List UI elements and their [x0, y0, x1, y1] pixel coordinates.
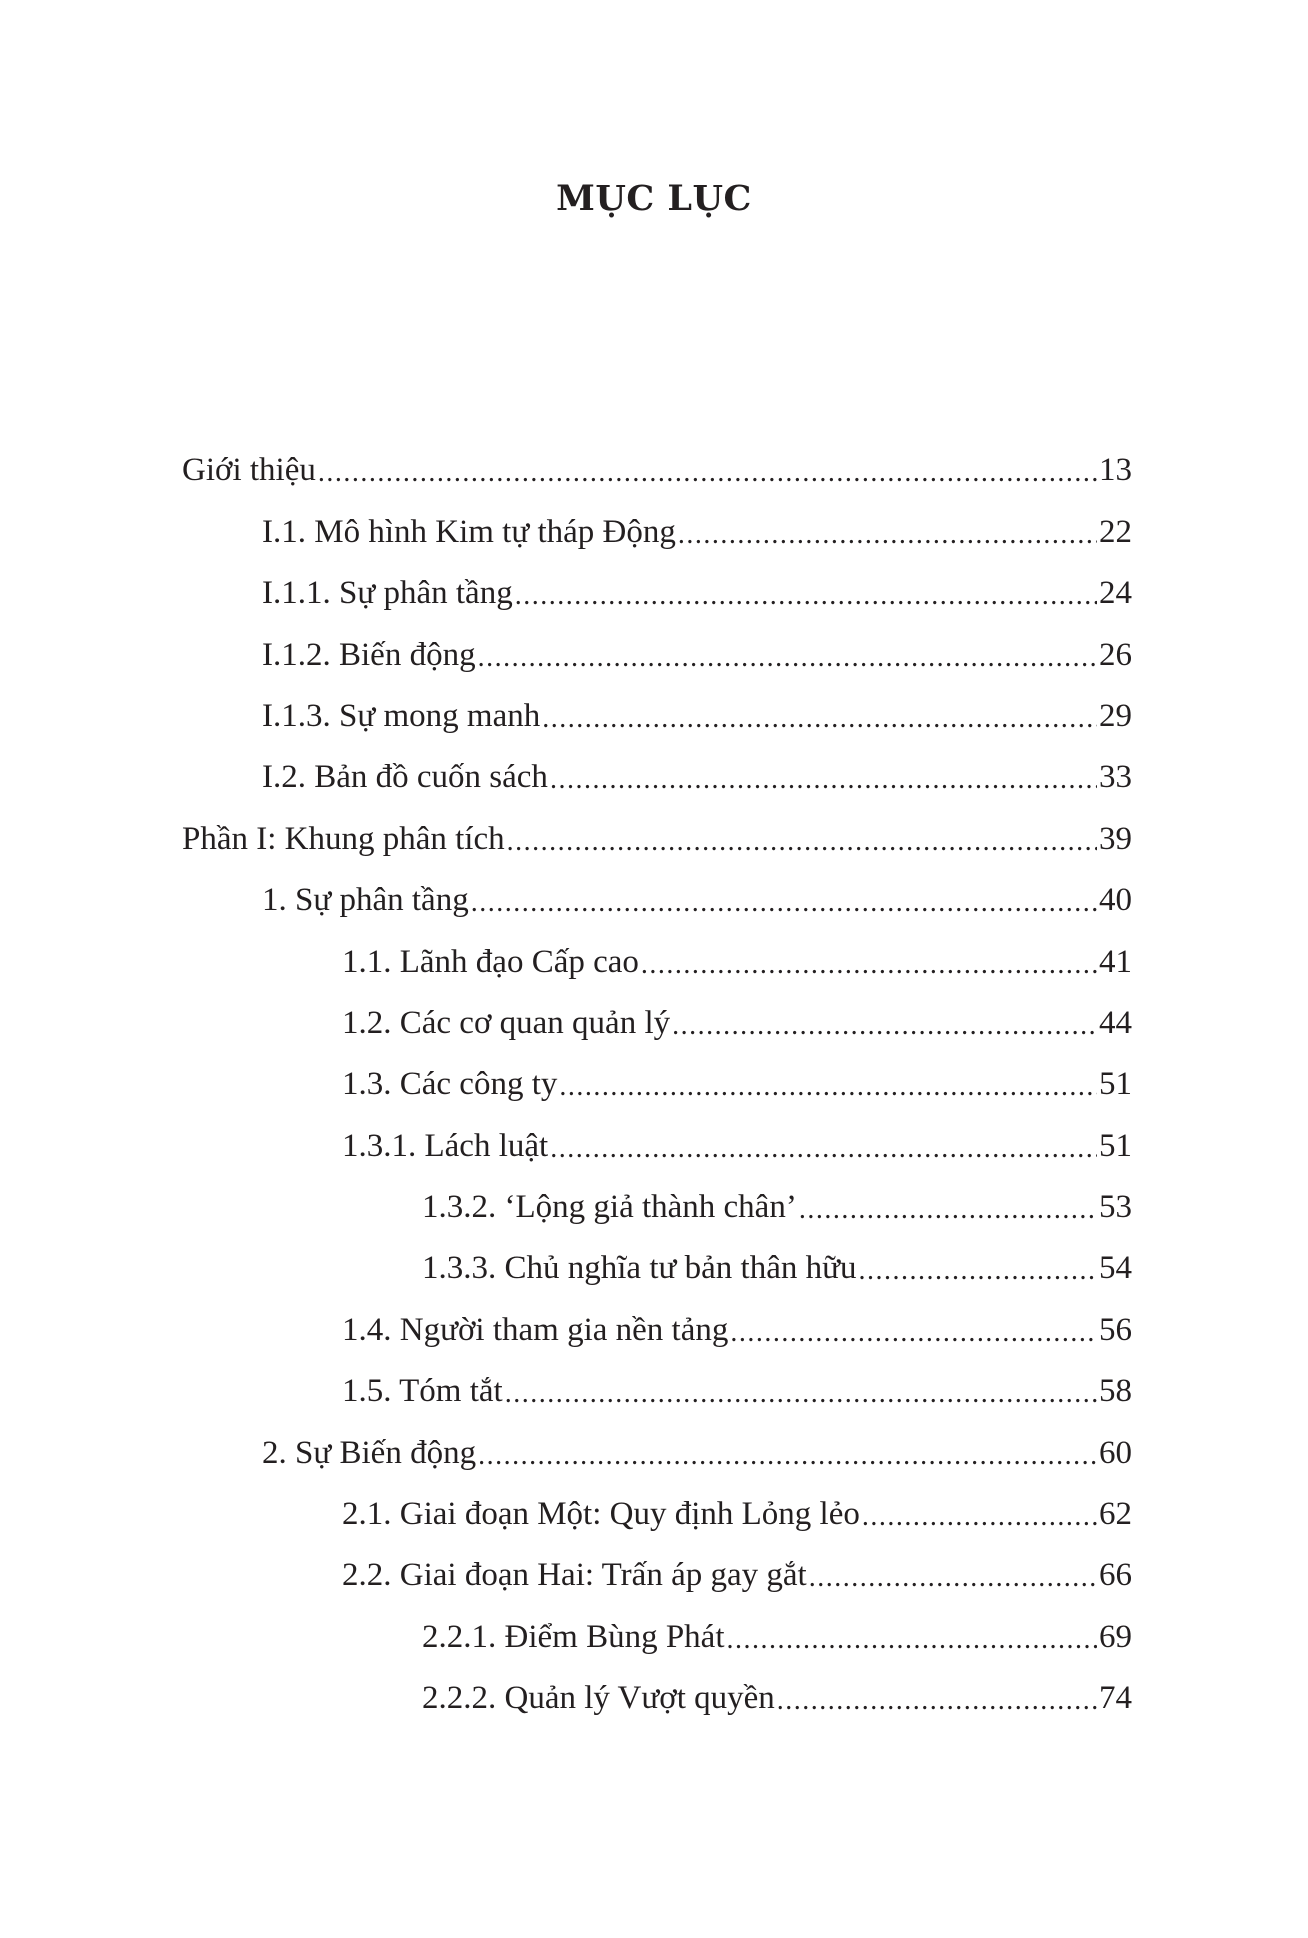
toc-entry-label: 1. Sự phân tầng [262, 882, 469, 919]
toc-page-number: 66 [1099, 1557, 1132, 1594]
toc-entry-label: I.1.1. Sự phân tầng [262, 575, 513, 612]
dot-leader [515, 582, 1097, 610]
toc-page-number: 22 [1099, 513, 1132, 550]
toc-entry[interactable] [0, 1408, 1308, 1469]
toc-entry-label: 2.1. Giai đoạn Một: Quy định Lỏng lẻo [342, 1496, 860, 1533]
toc-entry-label: 1.3.3. Chủ nghĩa tư bản thân hữu [422, 1250, 857, 1287]
dot-leader [672, 1012, 1097, 1040]
toc-page-number: 39 [1099, 820, 1132, 857]
toc-entry[interactable] [0, 1531, 1308, 1592]
dot-leader [542, 705, 1097, 733]
toc-entry-label: 2. Sự Biến động [262, 1434, 477, 1471]
toc-page-number: 58 [1099, 1373, 1132, 1410]
toc-entry-label: 1.2. Các cơ quan quản lý [342, 1004, 671, 1041]
toc-page-number: 69 [1099, 1618, 1132, 1655]
toc-page-number: 74 [1099, 1680, 1132, 1717]
toc-entry[interactable] [0, 1285, 1308, 1346]
toc-entry[interactable] [0, 1163, 1308, 1224]
toc-page-number: 40 [1099, 882, 1132, 919]
dot-leader [809, 1564, 1097, 1592]
toc-entry-label: 2.2.1. Điểm Bùng Phát [422, 1618, 725, 1655]
toc-entry-label: Phần I: Khung phân tích [182, 820, 505, 857]
toc-page-number: 24 [1099, 575, 1132, 612]
dot-leader [777, 1687, 1097, 1715]
toc-entry-label: Giới thiệu [182, 452, 316, 489]
dot-leader [727, 1626, 1098, 1654]
toc-page-number: 26 [1099, 636, 1132, 673]
toc-entry[interactable] [0, 1470, 1308, 1531]
toc-entry-label: 1.4. Người tham gia nền tảng [342, 1311, 729, 1348]
toc-entry-label: 1.1. Lãnh đạo Cấp cao [342, 943, 639, 980]
toc-page-number: 44 [1099, 1004, 1132, 1041]
dot-leader [478, 644, 1097, 672]
toc-entry[interactable] [0, 1224, 1308, 1285]
toc-entry[interactable] [0, 610, 1308, 671]
toc-entry[interactable] [0, 1101, 1308, 1162]
table-of-contents [0, 426, 1308, 1715]
toc-entry[interactable] [0, 672, 1308, 733]
toc-page-number: 56 [1099, 1311, 1132, 1348]
toc-entry[interactable] [0, 917, 1308, 978]
dot-leader [678, 521, 1097, 549]
toc-page-number: 13 [1099, 452, 1132, 489]
toc-page-number: 33 [1099, 759, 1132, 796]
dot-leader [641, 951, 1097, 979]
page-title: MỤC LỤC [556, 178, 752, 219]
dot-leader [318, 459, 1097, 487]
toc-page-number: 29 [1099, 697, 1132, 734]
toc-entry-label: I.1.3. Sự mong manh [262, 697, 541, 734]
dot-leader [559, 1073, 1097, 1101]
toc-page-number: 54 [1099, 1250, 1132, 1287]
dot-leader [478, 1442, 1097, 1470]
toc-entry[interactable] [0, 733, 1308, 794]
toc-entry-label: 1.5. Tóm tắt [342, 1373, 503, 1410]
dot-leader [730, 1319, 1097, 1347]
toc-entry[interactable] [0, 794, 1308, 855]
toc-entry[interactable] [0, 426, 1308, 487]
toc-page-number: 53 [1099, 1189, 1132, 1226]
dot-leader [799, 1196, 1097, 1224]
toc-page-number: 51 [1099, 1066, 1132, 1103]
dot-leader [507, 828, 1097, 856]
dot-leader [550, 766, 1097, 794]
toc-entry[interactable] [0, 1040, 1308, 1101]
toc-entry-label: I.1.2. Biến động [262, 636, 476, 673]
toc-page-number: 41 [1099, 943, 1132, 980]
dot-leader [471, 889, 1097, 917]
toc-entry[interactable] [0, 487, 1308, 548]
toc-entry[interactable] [0, 1654, 1308, 1715]
toc-entry[interactable] [0, 1592, 1308, 1653]
toc-entry-label: 1.3.2. ‘Lộng giả thành chân’ [422, 1189, 797, 1226]
toc-page-number: 51 [1099, 1127, 1132, 1164]
toc-entry-label: 2.2.2. Quản lý Vượt quyền [422, 1680, 775, 1717]
toc-page-number: 60 [1099, 1434, 1132, 1471]
toc-entry[interactable] [0, 1347, 1308, 1408]
toc-entry-label: I.2. Bản đồ cuốn sách [262, 759, 548, 796]
toc-entry-label: 1.3.1. Lách luật [342, 1127, 549, 1164]
toc-entry[interactable] [0, 549, 1308, 610]
toc-entry[interactable] [0, 856, 1308, 917]
dot-leader [550, 1135, 1097, 1163]
toc-entry-label: 1.3. Các công ty [342, 1066, 558, 1103]
toc-page-number: 62 [1099, 1496, 1132, 1533]
dot-leader [862, 1503, 1097, 1531]
toc-entry[interactable] [0, 979, 1308, 1040]
toc-entry-label: 2.2. Giai đoạn Hai: Trấn áp gay gắt [342, 1557, 807, 1594]
dot-leader [858, 1257, 1097, 1285]
toc-entry-label: I.1. Mô hình Kim tự tháp Động [262, 513, 676, 550]
dot-leader [505, 1380, 1097, 1408]
